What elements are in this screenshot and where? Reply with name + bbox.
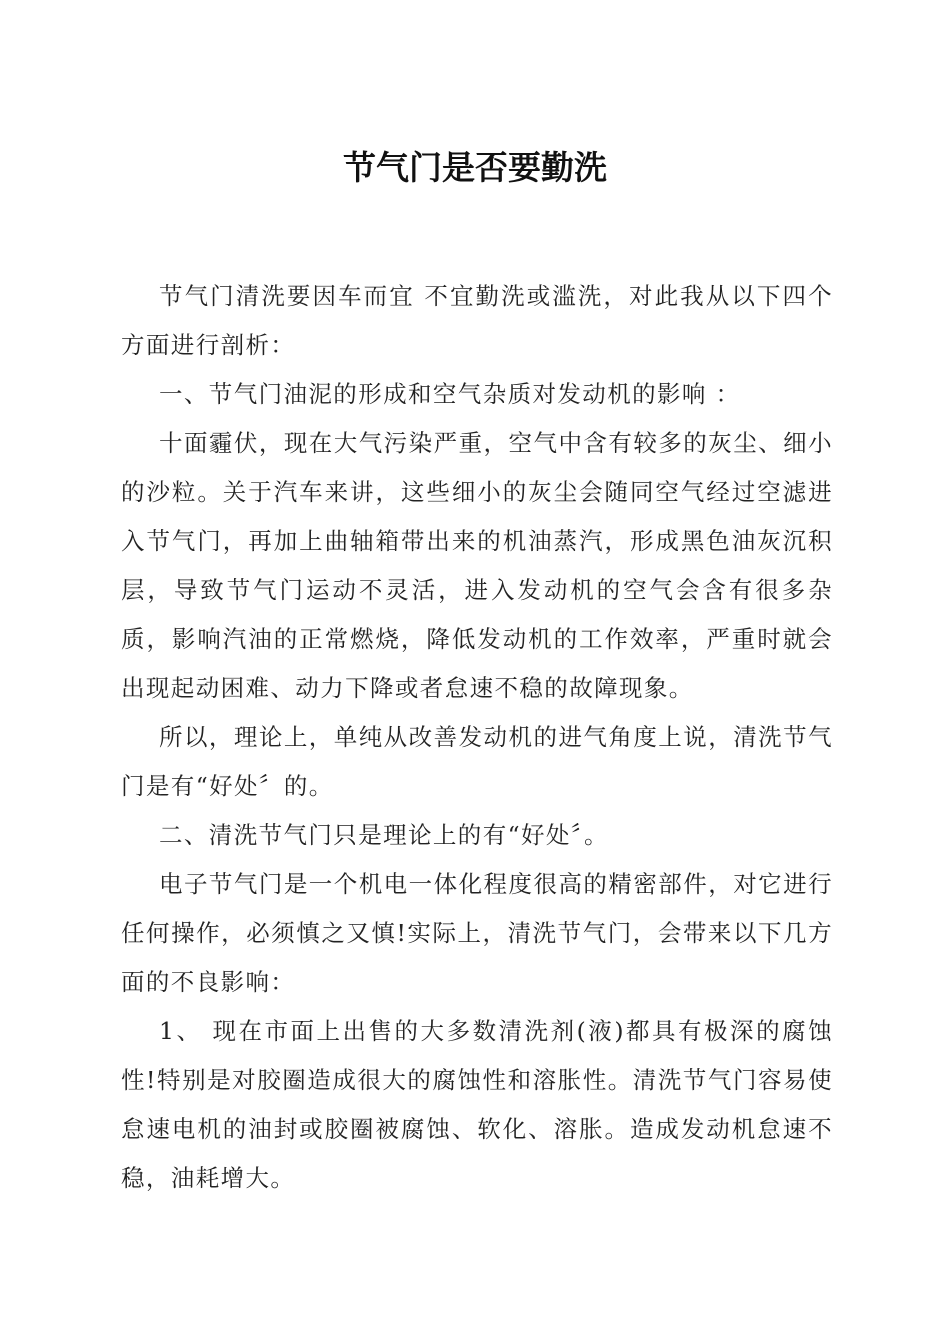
paragraph-electronic-throttle: 电子节气门是一个机电一体化程度很高的精密部件，对它进行任何操作，必须慎之又慎!实际上，清洗节气门，会带来以下几方面的不良影响： [121, 870, 833, 996]
paragraph-pollution: 十面霾伏，现在大气污染严重，空气中含有较多的灰尘、细小的沙粒。关于汽车来讲，这些细小的灰尘会随同空气经过空滤进入节气门，再加上曲轴箱带出来的机油蒸汽，形成黑色油灰沉积层，导致节气门运动不灵活，进入发动机的空气会含有很多杂质，影响汽油的正常燃烧，降低发动机的工作效率，严重时就会出现起动困难、动力下降或者怠速不稳的故障现象。 [121, 429, 833, 702]
document-body [121, 272, 833, 1203]
paragraph-theory: 所以，理论上，单纯从改善发动机的进气角度上说，清洗节气门是有“好处〞的。 [121, 723, 833, 800]
section-heading-1: 一、节气门油泥的形成和空气杂质对发动机的影响 ： [159, 380, 741, 408]
section-heading-2: 二、清洗节气门只是理论上的有“好处〞。 [159, 821, 609, 849]
list-item-1: 1、 现在市面上出售的大多数清洗剂(液)都具有极深的腐蚀性!特别是对胶圈造成很大的腐蚀性和溶胀性。清洗节气门容易使怠速电机的油封或胶圈被腐蚀、软化、溶胀。造成发动机怠速不稳，油耗增大。 [121, 1017, 833, 1192]
document-title: 节气门是否要勤洗 [343, 148, 607, 187]
paragraph-intro: 节气门清洗要因车而宜 不宜勤洗或滥洗，对此我从以下四个方面进行剖析： [121, 282, 833, 359]
